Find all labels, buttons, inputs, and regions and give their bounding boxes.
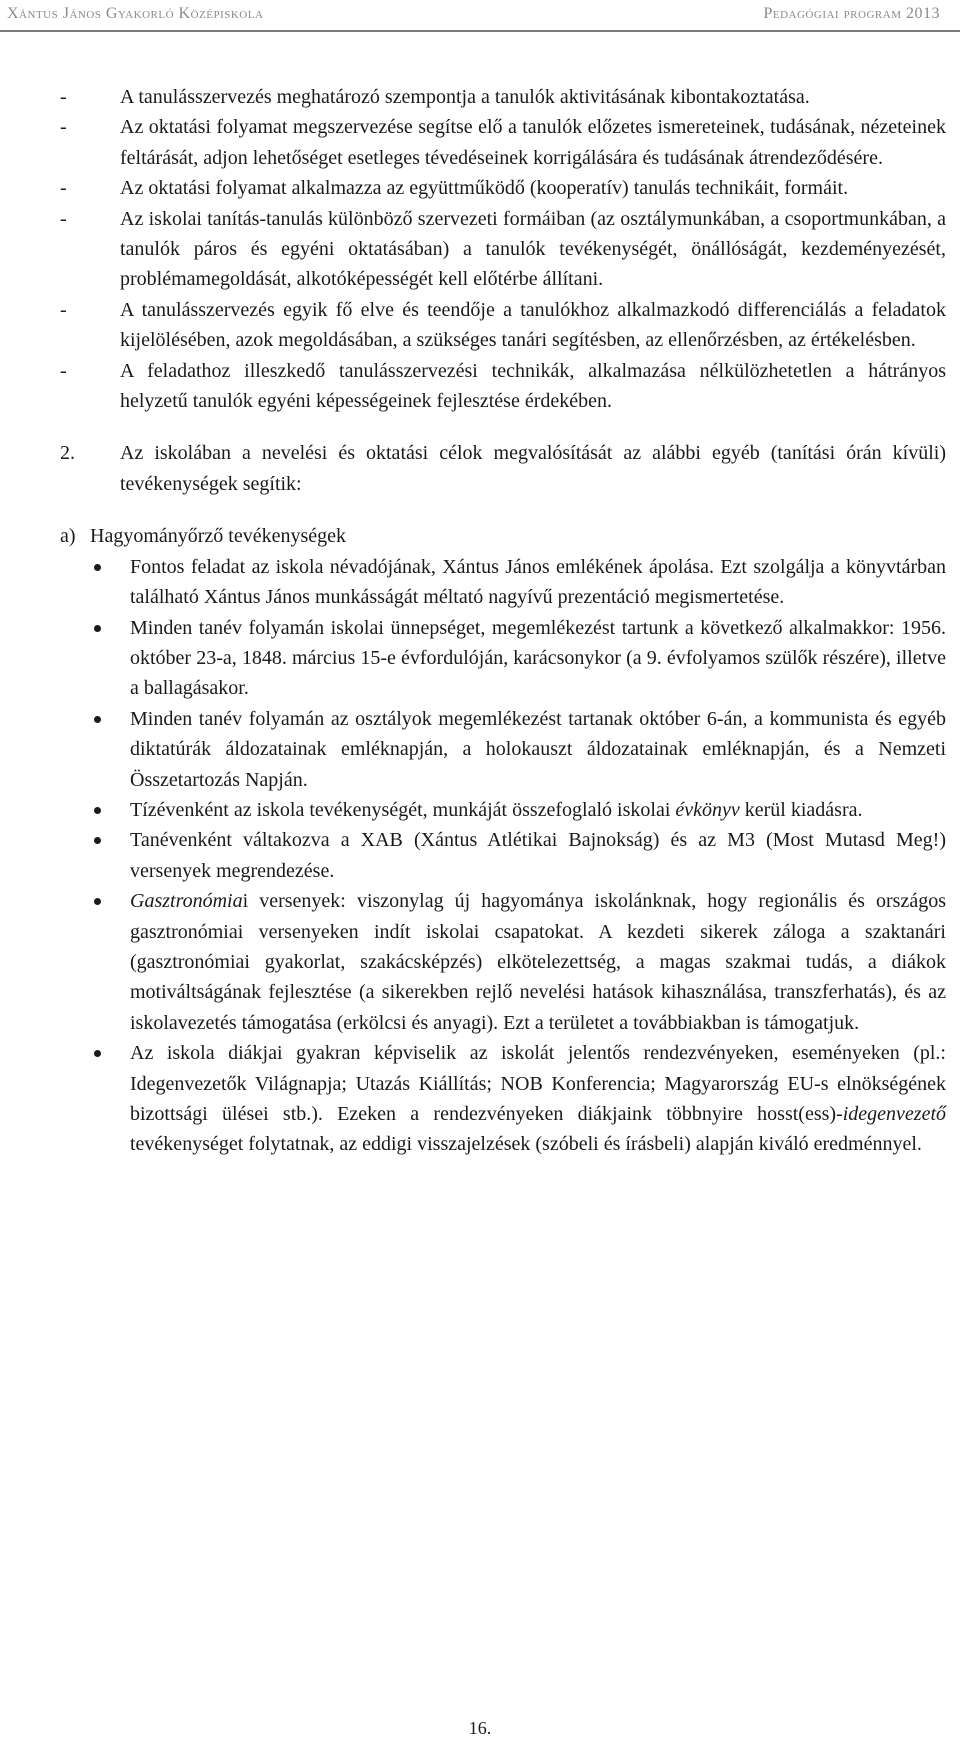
dash-item [60,173,946,203]
dash-item-text: A tanulásszervezés meghatározó szempontja a tanulók aktivitásának kibontakoztatása. [120,86,810,108]
bullet-item [130,825,946,886]
bullet-item [130,704,946,795]
bullet-dot-icon [94,807,101,814]
section-2 [60,438,946,499]
bullet-item [130,613,946,704]
bullet-item [130,795,946,825]
bullet-text: Minden tanév folyamán az osztályok megemlékezést tartanak október 6-án, a kommunista és egyéb diktatúrák áldozatainak emléknapján, a holokauszt áldozatainak emléknapján, és a Nemzeti Összetartozás Napján. [130,707,946,791]
section-number: 2. [60,442,75,465]
dash-item-text: Az oktatási folyamat megszervezése segítse elő a tanulók előzetes ismereteinek, tudásának, nézeteinek feltárását, adjon lehetőséget esetleges tévedéseinek korrigálására és tudásának átrendeződésére. [120,116,946,169]
dash-marker: - [60,359,67,382]
bullet-text: Fontos feladat az iskola névadójának, Xántus János emlékének ápolása. Ezt szolgálja a könyvtárban található Xántus János munkásságát méltató nagyívű prezentáció megismertetése. [130,555,946,609]
subsection-label: a) [60,525,76,548]
dash-marker: - [60,207,67,230]
dash-item [60,82,946,112]
dash-item-text: A feladathoz illeszkedő tanulásszervezési technikák, alkalmazása nélkülözhetetlen a hátrányos helyzetű tanulók egyéni képességeinek fejlesztése érdekében. [120,359,946,413]
dash-marker: - [60,116,67,139]
dash-marker: - [60,86,67,108]
subsection-title: Hagyományőrző tevékenységek [90,525,347,548]
bullet-text: i versenyek: viszonylag új hagyománya iskolánknak, hogy regionális és országos gasztronómiai versenyeken indít iskolai csapatokat. A kezdeti sikerek záloga a szaktanári (gasztronómiai gyakorlat, szakácsképzés) elkötelezettség, a magas szakmai tudás, a diákok motiváltságának fejlesztése (a sikerekben rejlő nevelési hatások kihasználása, transzferhatás), és az iskolavezetés támogatása (erkölcsi és anyagi). Ezt a területet a továbbiakban is támogatjuk. [130,890,946,1034]
bullet-dot-icon [94,625,101,632]
emphasis-tour-guide: idegenvezető [842,1103,946,1125]
dash-item-text: Az oktatási folyamat alkalmazza az együttműködő (kooperatív) tanulás technikáit, formáit. [120,177,849,200]
page-number: 16. [468,1718,492,1738]
bullet-dot-icon [94,837,101,844]
bullet-dot-icon [94,564,101,571]
emphasis-yearbook: évkönyv [675,798,740,821]
bullet-text: Tízévenként az iskola tevékenységét, munkáját összefoglaló iskolai [130,798,676,821]
dash-item-text: A tanulásszervezés egyik fő elve és teendője a tanulókhoz alkalmazkodó differenciálás a feladatok kijelölésében, azok megoldásában, a szükséges tanári segítésben, az ellenőrzésben, az értékelésben. [120,298,946,352]
section-text: Az iskolában a nevelési és oktatási célok megvalósítását az alábbi egyéb (tanítási órán kívüli) tevékenységek segítik: [120,442,946,495]
dash-marker: - [60,177,67,200]
tradition-bullet-list [60,552,946,1160]
bullet-item [130,552,946,613]
header-school-name: Xántus János Gyakorló Középiskola [7,5,264,22]
bullet-text: Az iskola diákjai gyakran képviselik az iskolát jelentős rendezvényeken, eseményeken (pl.: Idegenvezetők Világnapja; Utazás Kiállítás; NOB Konferencia; Magyarország EU-s elnökségének bizottsági ülései stb.). Ezeken a rendezvényeken diákjaink többnyire hosst(ess)- [130,1042,946,1125]
dash-item [60,295,946,356]
subsection-a-heading [60,521,946,551]
dash-item-text: Az iskolai tanítás-tanulás különböző szervezeti formáiban (az osztálymunkában, a csoportmunkában, a tanulók páros és egyéni oktatásában) a tanulók tevékenységét, önállóságát, kezdeményezését, problémamegoldását, alkotóképességét kell előtérbe állítani. [120,207,946,291]
bullet-dot-icon [94,716,101,723]
bullet-dot-icon [94,1050,101,1057]
page-header [0,0,960,31]
dash-item [60,204,946,295]
bullet-item [130,886,946,1038]
header-program-title: Pedagógiai program 2013 [763,5,940,22]
bullet-item [130,1038,946,1160]
bullet-text: Tanévenként váltakozva a XAB (Xántus Atlétikai Bajnokság) és az M3 (Most Mutasd Meg!) versenyek megrendezése. [130,829,946,882]
dash-marker: - [60,298,67,321]
bullet-text: Minden tanév folyamán iskolai ünnepséget, megemlékezést tartunk a következő alkalmakkor: 1956. október 23-a, 1848. március 15-e évfordulóján, karácsonykor (a 9. évfolyamos szülők részére), illetve a ballagásakor. [130,616,946,700]
bullet-dot-icon [94,898,101,905]
emphasis-gastronomy: Gasztronómia [130,890,243,913]
bullet-text: kerül kiadásra. [739,798,863,821]
header-rule [0,30,960,32]
bullet-text: tevékenységet folytatnak, az eddigi visszajelzések (szóbeli és írásbeli) alapján kiváló eredménnyel. [130,1133,922,1156]
dash-item [60,112,946,173]
page-body [60,82,946,1160]
dash-list [60,82,946,416]
dash-item [60,356,946,417]
